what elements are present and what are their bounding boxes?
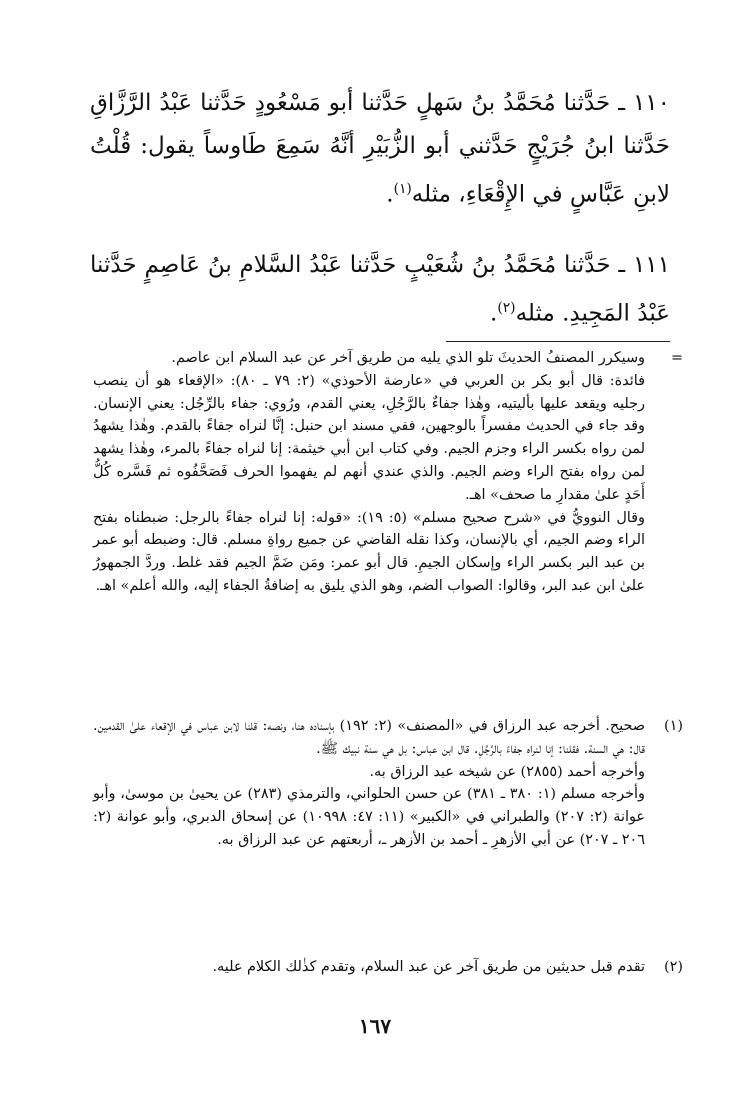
footnote-ref-2[interactable]: (٢) bbox=[497, 300, 516, 316]
footnote-1-paragraph: وأخرجه أحمد (٢٨٥٥) عن شيخه عبد الرزاق به. bbox=[369, 763, 645, 780]
hadith-110-text: ١١٠ ـ حَدَّثنا مُحَمَّدُ بنُ سَهلٍ حَدَّثنا أبو مَسْعُودٍ حَدَّثنا عَبْدُ الرَّزَّاقِ حَدَّثنا ابنُ جُرَيْجٍ حَدَّثني أبو الزُّبَيْرِ أنَّهُ سَمِعَ طَاوساً يقول: قُلْتُ لابنِ عَبَّاسٍ في الإِقْعَاءِ، مثله bbox=[90, 90, 670, 208]
footnote-2 bbox=[93, 956, 683, 979]
continuation-marker: = bbox=[670, 350, 683, 366]
footnote-continued-paragraph: فائدة: قال أبو بكر بن العربي في «عارضة الأحوذي» (٢: ٧٩ ـ ٨٠): «الإقعاء هو أن ينصب رجليه ويقعد عليها بأليتيه، وهٰذا جفاءٌ بالرَّجُلِ، يعني القدم، ورُوي: جفاء بالرِّجُل: يعني الإنسان. وقد جاء في الحديث مفسراً بالوجهين، ففي مسند ابن حنبل: إنَّا لنراه جفاءً بالقدم. وهٰذا يشهدُ لمن رواه بكسر الراء وجزم الجيم. وفي كتاب ابن أبي خيثمة: إنا لنراه جفاءً بالمرء، وهٰذا يشهد لمن رواه بفتح الراء وضم الجيم. والذي عندي أنهم لم يفهموا الحرف فَصَحَّفُوه ثم فَسَّره كُلُّ أَحَدٍ علىٰ مقدارِ ما صحف» اهـ. bbox=[93, 372, 645, 503]
footnote-2-paragraph: تقدم قبل حديثين من طريق آخر عن عبد السلام، وتقدم كذٰلك الكلام عليه. bbox=[212, 959, 645, 975]
footnote-separator bbox=[446, 341, 670, 342]
footnote-1-paragraph: صحيح. أخرجه عبد الرزاق في «المصنف» (٢: ١٩٢) بإسناده هنا، ونصه: قلنا لابن عباس في الإقعاء علىٰ القدمين. قال: هي السنة. فقلنا: إنا لنراه جفاءً بالرَّجُلِ. قال ابن عباس: بل هي سنة نبيك ﷺ. bbox=[93, 718, 645, 757]
hadith-110 bbox=[90, 82, 670, 217]
footnote-continued-paragraph: وقال النوويُّ في «شرح صحيح مسلم» (٥: ١٩): «قوله: إنا لنراه جفاءً بالرجل: ضبطناه بفتح الراء وضم الجيم، أي بالإنسان، وكذا نقله القاضي عن جميع رواةِ مسلم. قال: وضبطه أبو عمر بن عبد البر بكسر الراء وإسكان الجيمِ. قال أبو عمر: ومَن ضَمَّ الجيم فقد غلط. وردَّ الجمهورُ علىٰ ابن عبد البر، وقالوا: الصواب الضم، وهو الذي يليق به إضافةُ الجفاء إليه، والله أعلم» اهـ. bbox=[93, 509, 645, 594]
footnote-1-marker: (١) bbox=[664, 718, 683, 734]
footnote-1 bbox=[93, 715, 683, 852]
footnote-1-paragraph: وأخرجه مسلم (١: ٣٨٠ ـ ٣٨١) عن حسن الحلواني، والترمذي (٢٨٣) عن يحيىٰ بن موسىٰ، وأبو عوانة (٢: ٢٠٧) والطبراني في «الكبير» (١١: ٤٧: ١٠٩٩٨) عن إسحاق الدبري، وأبو عوانة (٢: ٢٠٦ ـ ٢٠٧) عن أبي الأزهرِ ـ أحمد بن الأزهر ـ، أربعتهم عن عبد الرزاق به. bbox=[93, 786, 645, 848]
footnote-continued-paragraph: وسيكرر المصنفُ الحديثَ تلو الذي يليه من طريق آخر عن عبد السلام ابن عاصم. bbox=[171, 350, 645, 366]
page-number: ١٦٧ bbox=[358, 1014, 392, 1038]
footnote-2-marker: (٢) bbox=[664, 959, 683, 975]
hadith-111 bbox=[90, 244, 670, 336]
hadith-110-end: . bbox=[386, 181, 394, 208]
hadith-111-text: ١١١ ـ حَدَّثنا مُحَمَّدُ بنُ شُعَيْبٍ حَدَّثنا عَبْدُ السَّلامِ بنُ عَاصِمٍ حَدَّثنا عَبْدُ المَجِيدِ. مثله bbox=[90, 252, 670, 327]
footnote-ref-1[interactable]: (١) bbox=[393, 181, 412, 197]
hadith-111-end: . bbox=[490, 300, 498, 327]
footnote-continued bbox=[93, 347, 683, 598]
